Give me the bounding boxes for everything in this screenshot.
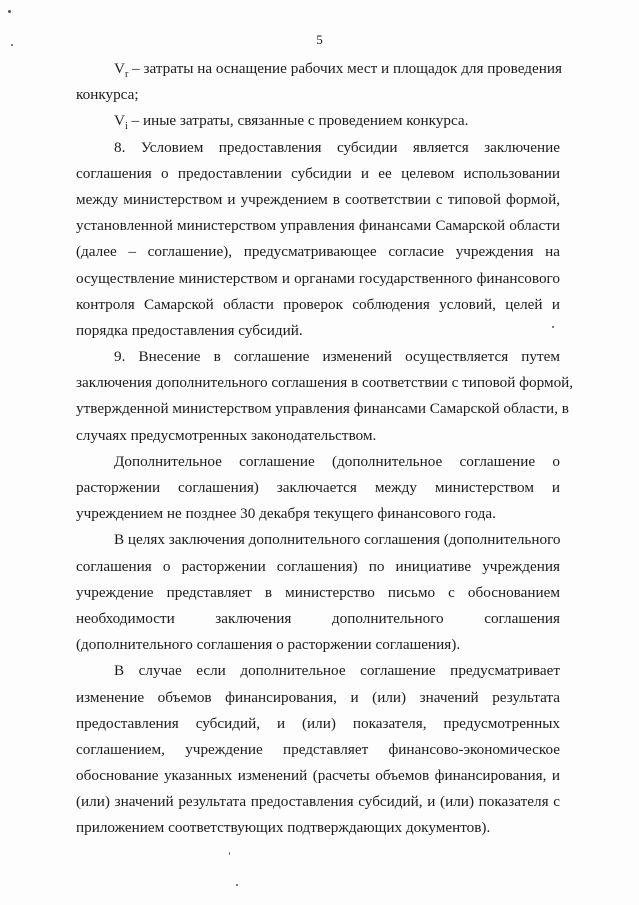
line-text: между министерством и учреждением в соответствии с типовой формой,	[76, 190, 560, 208]
line-text: случаях предусмотренных законодательством.	[76, 426, 377, 444]
line-text: (далее – соглашение), предусматривающее согласие учреждения на	[76, 243, 560, 261]
line-text: конкурса;	[76, 86, 139, 104]
line-text: В целях заключения дополнительного соглашения (дополнительного	[114, 531, 561, 549]
line-text: расторжении соглашения) заключается между министерством и	[76, 479, 560, 496]
line-text: (или) значений результата предоставления субсидий, и (или) показателя с	[76, 793, 560, 811]
text-line	[76, 423, 560, 449]
text-line	[76, 580, 560, 606]
line-text: утвержденной министерством управления финансами Самарской области, в	[76, 400, 569, 418]
line-text: V	[114, 112, 125, 130]
text-line	[76, 475, 560, 501]
paragraph-clause-9	[76, 344, 574, 449]
line-text: заключения дополнительного соглашения в соответствии с типовой формой,	[76, 374, 574, 392]
text-line	[76, 658, 560, 684]
text-line	[76, 606, 560, 632]
line-text-rest: – иные затраты, связанные с проведением конкурса.	[127, 112, 469, 130]
text-line	[76, 135, 560, 161]
paragraph-vi-definition	[76, 108, 560, 134]
line-text: В случае если дополнительное соглашение предусматривает	[114, 662, 560, 680]
text-line	[76, 213, 560, 239]
line-text: порядка предоставления субсидий.	[76, 321, 303, 339]
text-line	[76, 161, 560, 187]
subscript: i	[124, 121, 128, 133]
text-line	[76, 711, 560, 737]
line-text: предоставления субсидий, и (или) показателя, предусмотренных	[76, 714, 560, 732]
text-line	[76, 239, 560, 265]
text-line	[76, 266, 560, 292]
text-line	[76, 763, 560, 789]
line-text: соглашения о расторжении соглашения) по инициативе учреждения	[76, 557, 560, 575]
text-line	[76, 527, 560, 553]
text-line	[76, 449, 560, 475]
text-line	[76, 108, 560, 134]
scan-speck	[8, 10, 11, 13]
line-text: обоснование указанных изменений (расчеты объемов финансирования, и	[76, 767, 560, 785]
page-number: 5	[316, 32, 323, 47]
text-line	[76, 396, 569, 422]
paragraph-additional-agreement	[76, 449, 560, 528]
line-text: (дополнительного соглашения о расторжении соглашения).	[76, 636, 461, 654]
text-line	[76, 187, 560, 213]
line-text: Дополнительное соглашение (дополнительное соглашение о	[114, 452, 560, 470]
scan-speck	[552, 326, 554, 328]
text-line	[76, 370, 574, 396]
line-text: приложением соответствующих подтверждающих документов).	[76, 819, 491, 837]
line-text: учреждением не позднее 30 декабря текущего финансового года.	[76, 505, 496, 523]
text-line	[76, 554, 560, 580]
line-text: изменение объемов финансирования, и (или) значений результата	[76, 688, 560, 706]
line-text: 9. Внесение в соглашение изменений осуществляется путем	[114, 348, 560, 366]
text-line	[76, 685, 560, 711]
line-text-rest: – затраты на оснащение рабочих мест и площадок для проведения	[128, 60, 562, 77]
text-line	[76, 737, 560, 763]
subscript: r	[124, 69, 129, 81]
paragraph-initiative	[76, 527, 560, 658]
line-text: соглашения о предоставлении субсидии и ее целевом использовании	[76, 164, 560, 182]
paragraph-financing-change	[76, 658, 560, 841]
paragraph-vr-definition	[76, 56, 560, 108]
text-line	[76, 56, 560, 82]
scan-speck	[236, 884, 238, 886]
line-text: необходимости заключения дополнительного соглашения	[76, 609, 560, 627]
line-text: установленной министерством управления финансами Самарской области	[76, 217, 560, 235]
line-text: осуществление министерством и органами государственного финансового	[76, 269, 560, 287]
text-line	[76, 344, 560, 370]
line-text: 8. Условием предоставления субсидии является заключение	[114, 138, 560, 156]
line-text: соглашением, учреждение представляет финансово-экономическое	[76, 740, 560, 758]
text-line	[76, 318, 560, 344]
scan-speck	[11, 44, 13, 46]
line-text: учреждение представляет в министерство письмо с обоснованием	[76, 583, 560, 601]
line-text: контроля Самарской области проверок соблюдения условий, целей и	[76, 295, 560, 313]
text-line	[76, 82, 560, 108]
text-line	[76, 632, 560, 658]
text-line	[76, 292, 560, 318]
scan-speck	[229, 852, 230, 855]
paragraph-clause-8	[76, 135, 560, 345]
line-text: V	[114, 60, 125, 77]
text-line	[76, 815, 560, 841]
document-body	[76, 56, 574, 842]
text-line	[76, 501, 560, 527]
text-line	[76, 789, 560, 815]
